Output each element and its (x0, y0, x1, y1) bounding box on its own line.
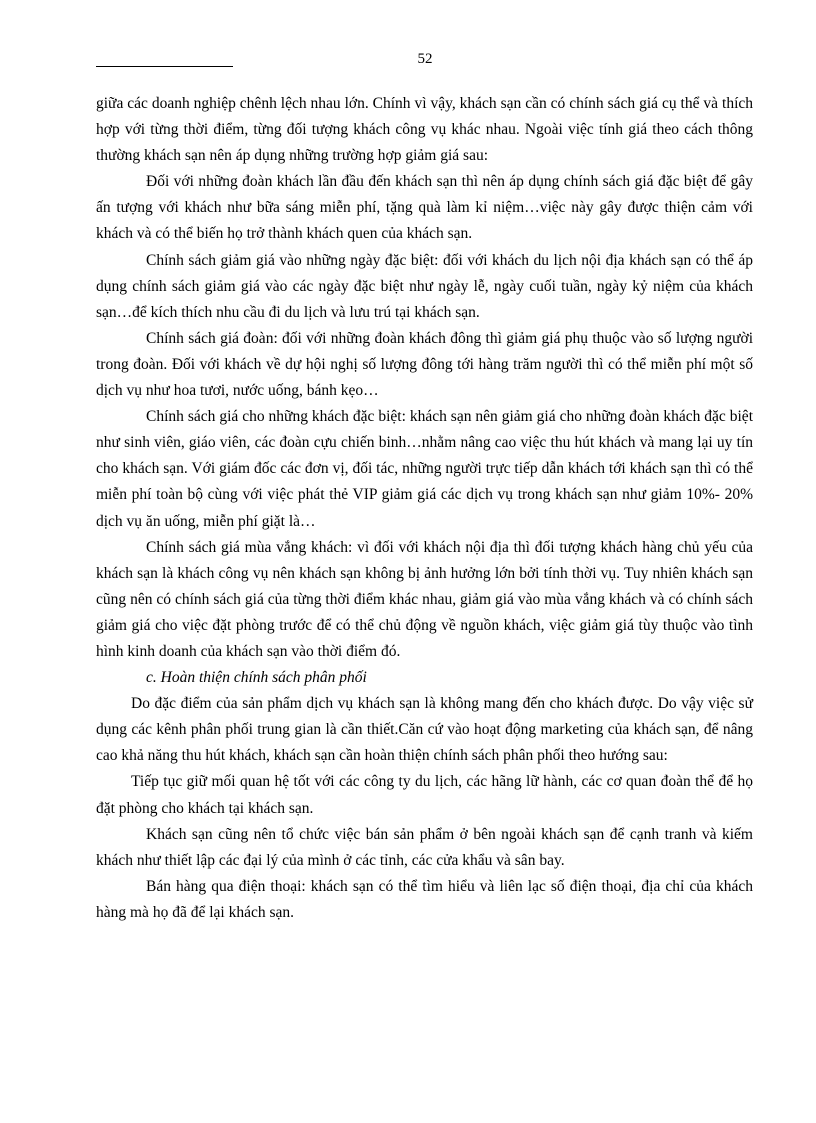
paragraph: Chính sách giảm giá vào những ngày đặc biệt: đối với khách du lịch nội địa khách sạn có thể áp dụng chính sách giảm giá vào các ngày đặc biệt như ngày lễ, ngày cuối tuần, ngày kỷ niệm của khách sạn…để kích thích nhu cầu đi du lịch và lưu trú tại khách sạn. (96, 251, 753, 321)
paragraph: giữa các doanh nghiệp chênh lệch nhau lớn. Chính vì vậy, khách sạn cần có chính sách giá cụ thể và thích hợp với từng thời điểm, từng đối tượng khách công vụ khác nhau. Ngoài việc tính giá theo cách thông thường khách sạn nên áp dụng những trường hợp giảm giá sau: (96, 95, 753, 165)
paragraph: Khách sạn cũng nên tổ chức việc bán sản phẩm ở bên ngoài khách sạn để cạnh tranh và kiếm khách như thiết lập các đại lý của mình ở các tỉnh, các cửa khẩu và sân bay. (96, 825, 753, 869)
page-number: 52 (417, 51, 433, 67)
paragraph: Chính sách giá cho những khách đặc biệt: khách sạn nên giảm giá cho những đoàn khách đặc biệt như sinh viên, giáo viên, các đoàn cựu chiến binh…nhằm nâng cao việc thu hút khách và mang lại uy tín cho khách sạn. Với giám đốc các đơn vị, đối tác, những người trực tiếp dẫn khách tới khách sạn thì có thể miễn phí toàn bộ cùng với việc phát thẻ VIP giảm giá các dịch vụ trong khách sạn như giảm 10%- 20% dịch vụ ăn uống, miễn phí giặt là… (96, 408, 753, 530)
paragraph: Tiếp tục giữ mối quan hệ tốt với các công ty du lịch, các hãng lữ hành, các cơ quan đoàn thể để họ đặt phòng cho khách tại khách sạn. (96, 773, 753, 817)
paragraph: Đối với những đoàn khách lần đầu đến khách sạn thì nên áp dụng chính sách giá đặc biệt để gây ấn tượng với khách như bữa sáng miễn phí, tặng quà làm kỉ niệm…việc này gây được thiện cảm với khách và có thể biến họ trở thành khách quen của khách sạn. (96, 173, 753, 243)
header-rule (96, 66, 233, 67)
body-text (96, 91, 753, 926)
section-heading: c. Hoàn thiện chính sách phân phối (146, 669, 367, 687)
paragraph: Chính sách giá mùa vắng khách: vì đối với khách nội địa thì đối tượng khách hàng chủ yếu của khách sạn là khách công vụ nên khách sạn không bị ảnh hưởng lớn bởi tính thời vụ. Tuy nhiên khách sạn cũng nên có chính sách giá của từng thời điểm khác nhau, giảm giá vào mùa vắng khách và có chính sách giảm giá cho việc đặt phòng trước để có thể chủ động về nguồn khách, việc giảm giá tùy thuộc vào tình hình kinh doanh của khách sạn vào thời điểm đó. (96, 538, 753, 660)
paragraph: Do đặc điểm của sản phẩm dịch vụ khách sạn là không mang đến cho khách được. Do vậy việc sử dụng các kênh phân phối trung gian là cần thiết.Căn cứ vào hoạt động marketing của khách sạn, để nâng cao khả năng thu hút khách, khách sạn cần hoàn thiện chính sách phân phối theo hướng sau: (96, 695, 753, 765)
paragraph: Chính sách giá đoàn: đối với những đoàn khách đông thì giảm giá phụ thuộc vào số lượng người trong đoàn. Đối với khách về dự hội nghị số lượng đông tới hàng trăm người thì có thể miễn phí một số dịch vụ như hoa tươi, nước uống, bánh kẹo… (96, 329, 753, 400)
paragraph: Bán hàng qua điện thoại: khách sạn có thể tìm hiểu và liên lạc số điện thoại, địa chỉ của khách hàng mà họ đã để lại khách sạn. (96, 877, 753, 921)
